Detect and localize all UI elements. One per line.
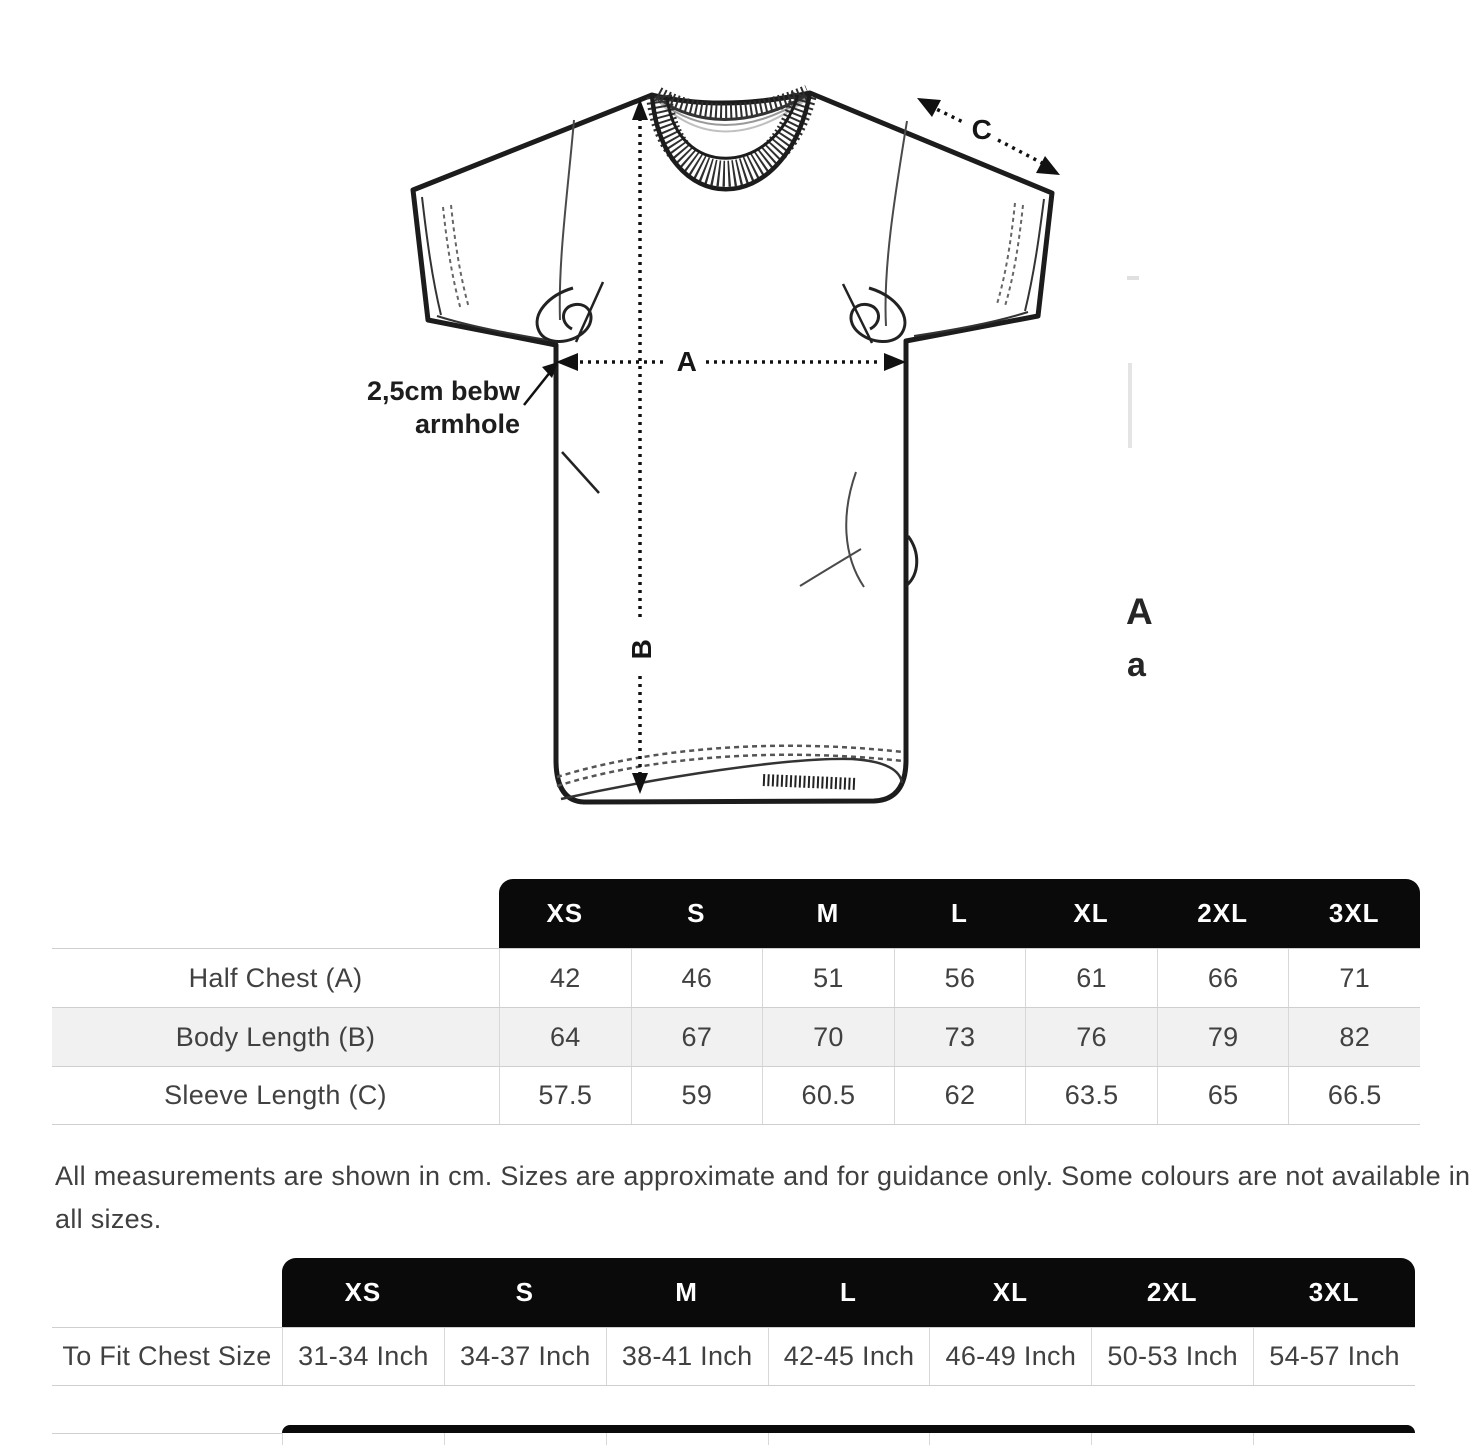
cell-value: 70: [762, 1008, 894, 1066]
cell-value: 42: [499, 949, 631, 1007]
cell-value: 67: [631, 1008, 763, 1066]
cropped-letter-fragment-upper: A: [1126, 591, 1153, 632]
measurements-note-line1: All measurements are shown in cm. Sizes are approximate and for guidance only. Some colours are not available in: [55, 1161, 1470, 1191]
row-label: Sleeve Length (C): [164, 1080, 387, 1110]
table-row: [52, 1066, 1420, 1125]
table-row: [52, 1327, 1415, 1386]
cell-value: 76: [1025, 1008, 1157, 1066]
cm-size-table: [52, 879, 1420, 1125]
cell-value: 66.5: [1288, 1067, 1420, 1124]
cell-value: 60.5: [762, 1067, 894, 1124]
cell-value: 54-57 Inch: [1253, 1328, 1415, 1385]
tshirt-measurement-diagram: [366, 50, 1100, 850]
cm-size-table-header: [499, 879, 1420, 948]
cell-value: 46-49 Inch: [929, 1328, 1091, 1385]
cm-header-2xl: 2XL: [1197, 898, 1248, 928]
measure-a-label: A: [676, 346, 698, 377]
inch-header-s: S: [515, 1277, 534, 1307]
cell-value: 57.5: [499, 1067, 631, 1124]
table-row: [52, 1007, 1420, 1066]
cell-value: 79: [1157, 1008, 1289, 1066]
armhole-note-line2: armhole: [414, 409, 520, 439]
cell-value: 63.5: [1025, 1067, 1157, 1124]
cell-value: 42-45 Inch: [768, 1328, 930, 1385]
cell-value: 46: [631, 949, 763, 1007]
inch-header-2xl: 2XL: [1146, 1277, 1198, 1307]
cropped-letter-fragment-lower: a: [1127, 646, 1146, 684]
cutoff-table-header-bar: [282, 1425, 1415, 1433]
cropped-line-artifact-2: [1128, 363, 1132, 448]
inch-header-xl: XL: [992, 1277, 1028, 1307]
arrowhead-c-top: [917, 98, 941, 117]
cell-value: 50-53 Inch: [1091, 1328, 1253, 1385]
cell-value: 62: [894, 1067, 1026, 1124]
cm-header-l: L: [951, 898, 968, 928]
cell-value: 64: [499, 1008, 631, 1066]
inch-header-xs: XS: [344, 1277, 382, 1307]
cropped-line-artifact-1: [1127, 276, 1139, 280]
cell-value: 51: [762, 949, 894, 1007]
cm-header-xl: XL: [1073, 898, 1109, 928]
cell-value: 56: [894, 949, 1026, 1007]
table-row: [52, 948, 1420, 1007]
cm-header-3xl: 3XL: [1328, 898, 1380, 928]
armhole-annotation: [367, 362, 558, 439]
row-label: To Fit Chest Size: [62, 1341, 272, 1371]
inch-header-3xl: 3XL: [1308, 1277, 1360, 1307]
armhole-note-line1: 2,5cm bebw: [366, 376, 520, 406]
cm-header-m: M: [816, 898, 840, 928]
row-label: Half Chest (A): [188, 962, 363, 993]
cell-value: 66: [1157, 949, 1289, 1007]
cell-value: 65: [1157, 1067, 1289, 1124]
cm-header-s: S: [687, 898, 706, 928]
cell-value: 31-34 Inch: [282, 1328, 444, 1385]
cm-header-xs: XS: [546, 898, 584, 928]
cell-value: 61: [1025, 949, 1157, 1007]
cell-value: 71: [1288, 949, 1420, 1007]
row-label: Body Length (B): [175, 1021, 376, 1052]
cutoff-label-cell: [52, 1433, 282, 1445]
cell-value: 38-41 Inch: [606, 1328, 768, 1385]
measurements-note-line2-clipped: all sizes.: [55, 1204, 162, 1234]
cell-value: 73: [894, 1008, 1026, 1066]
inch-header-l: L: [840, 1277, 857, 1307]
cell-value: 59: [631, 1067, 763, 1124]
cutoff-table-row: [52, 1433, 1415, 1445]
inch-header-m: M: [675, 1277, 698, 1307]
cell-value: 82: [1288, 1008, 1420, 1066]
cell-value: 34-37 Inch: [444, 1328, 606, 1385]
inch-size-table-header: [282, 1258, 1415, 1327]
arrowhead-c-bottom: [1036, 156, 1060, 175]
measure-b-label: B: [626, 638, 657, 660]
inch-size-table: [52, 1258, 1415, 1386]
tshirt-outline: [413, 93, 1052, 802]
cutoff-third-table: [52, 1425, 1415, 1445]
measure-c-label: C: [971, 114, 993, 145]
